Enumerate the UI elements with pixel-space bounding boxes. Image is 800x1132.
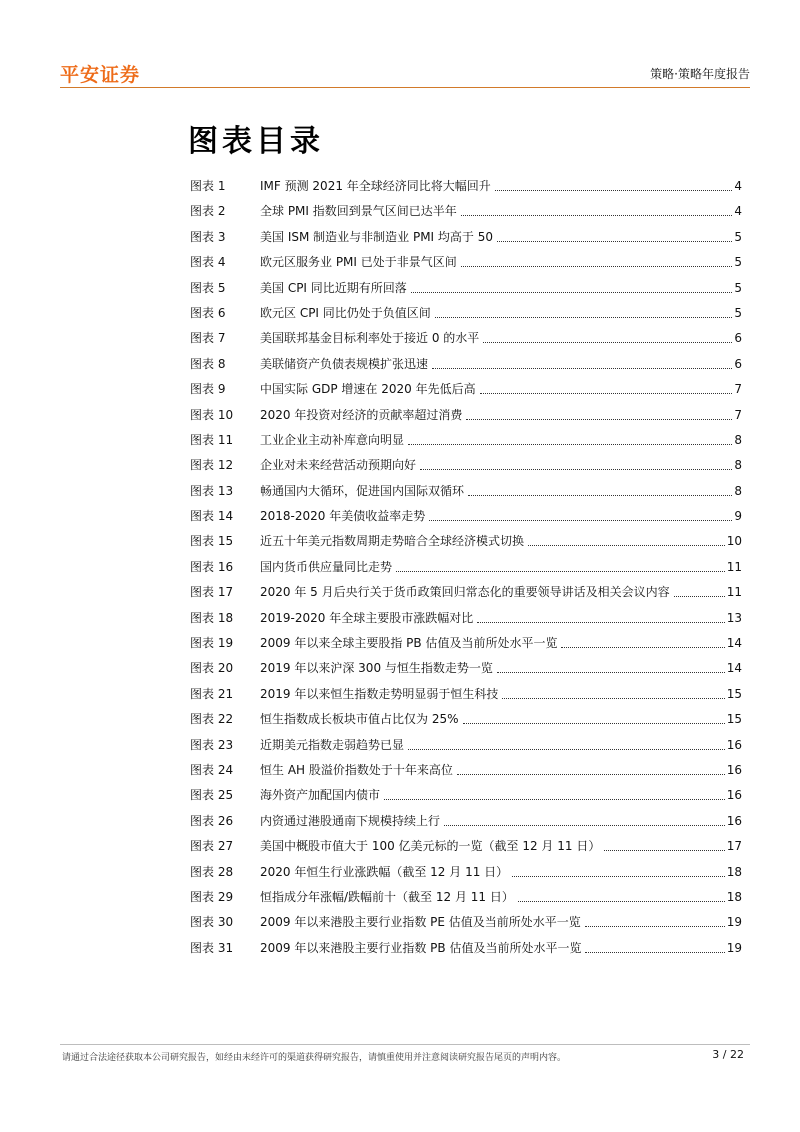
toc-entry-title: 欧元区服务业 PMI 已处于非景气区间 (260, 255, 457, 270)
toc-entry-page: 16 (726, 762, 742, 777)
company-logo: 平安证券 (60, 64, 141, 86)
toc-leader-dots (384, 785, 725, 800)
toc-entry-title: 恒生指数成长板块市值占比仅为 25% (260, 712, 459, 727)
toc-entry-page: 5 (734, 280, 742, 295)
toc-leader-dots (585, 938, 724, 953)
toc-leader-dots (477, 608, 724, 623)
toc-entry[interactable] (190, 506, 742, 531)
toc-entry[interactable] (190, 684, 742, 709)
toc-entry-label: 图表 30 (190, 915, 234, 930)
toc-entry-title: 近期美元指数走弱趋势已显 (260, 737, 405, 752)
toc-entry-title: 2020 年恒生行业涨跌幅（截至 12 月 11 日） (260, 864, 509, 879)
toc-entry-page: 8 (734, 483, 742, 498)
toc-entry-label: 图表 4 (190, 255, 226, 270)
toc-entry-page: 16 (726, 737, 742, 752)
toc-entry-label: 图表 24 (190, 762, 234, 777)
toc-entry[interactable] (190, 227, 742, 252)
toc-entry[interactable] (190, 862, 742, 887)
toc-entry-page: 16 (726, 813, 742, 828)
toc-entry[interactable] (190, 481, 742, 506)
toc-entry-label: 图表 26 (190, 813, 234, 828)
figure-table-of-contents (190, 176, 742, 963)
toc-entry-title: 2009 年以来全球主要股指 PB 估值及当前所处水平一览 (260, 636, 558, 651)
toc-entry-page: 5 (734, 305, 742, 320)
toc-entry-title: 海外资产加配国内债市 (260, 788, 381, 803)
toc-entry[interactable] (190, 709, 742, 734)
toc-entry-title: 中国实际 GDP 增速在 2020 年先低后高 (260, 382, 476, 397)
toc-leader-dots (435, 303, 733, 318)
toc-entry-label: 图表 13 (190, 483, 234, 498)
toc-entry-title: 全球 PMI 指数回到景气区间已达半年 (260, 204, 457, 219)
toc-entry-label: 图表 21 (190, 686, 234, 701)
toc-entry-title: 欧元区 CPI 同比仍处于负值区间 (260, 305, 431, 320)
toc-entry-title: 2018-2020 年美债收益率走势 (260, 509, 426, 524)
toc-entry[interactable] (190, 811, 742, 836)
toc-entry-label: 图表 20 (190, 661, 234, 676)
toc-entry-label: 图表 12 (190, 458, 234, 473)
toc-entry-title: 国内货币供应量同比走势 (260, 559, 393, 574)
toc-entry[interactable] (190, 658, 742, 683)
toc-leader-dots (411, 278, 733, 293)
page-title: 图表目录 (188, 124, 324, 159)
toc-leader-dots (429, 506, 732, 521)
toc-entry[interactable] (190, 430, 742, 455)
toc-entry-page: 6 (734, 331, 742, 346)
toc-entry-page: 8 (734, 432, 742, 447)
toc-leader-dots (466, 405, 732, 420)
toc-entry-page: 5 (734, 255, 742, 270)
toc-entry-page: 16 (726, 788, 742, 803)
header-divider (60, 87, 750, 88)
toc-leader-dots (497, 227, 732, 242)
toc-entry-page: 5 (734, 229, 742, 244)
toc-entry-label: 图表 2 (190, 204, 226, 219)
toc-entry[interactable] (190, 557, 742, 582)
toc-leader-dots (461, 201, 733, 216)
toc-leader-dots (432, 354, 732, 369)
toc-entry-label: 图表 10 (190, 407, 234, 422)
toc-entry[interactable] (190, 938, 742, 963)
toc-leader-dots (396, 557, 725, 572)
toc-entry-page: 7 (734, 407, 742, 422)
toc-entry-title: 2019-2020 年全球主要股市涨跌幅对比 (260, 610, 474, 625)
toc-entry[interactable] (190, 836, 742, 861)
toc-entry-title: 企业对未来经营活动预期向好 (260, 458, 417, 473)
toc-leader-dots (420, 455, 732, 470)
toc-entry-page: 6 (734, 356, 742, 371)
toc-leader-dots (604, 836, 724, 851)
toc-leader-dots (528, 531, 725, 546)
toc-entry-page: 14 (726, 636, 742, 651)
toc-entry-label: 图表 6 (190, 305, 226, 320)
toc-leader-dots (463, 709, 725, 724)
toc-entry-title: 2020 年投资对经济的贡献率超过消费 (260, 407, 463, 422)
toc-entry-title: 2020 年 5 月后央行关于货币政策回归常态化的重要领导讲话及相关会议内容 (260, 585, 670, 600)
footer-divider (60, 1044, 750, 1045)
toc-entry-label: 图表 5 (190, 280, 226, 295)
toc-entry-label: 图表 14 (190, 509, 234, 524)
toc-entry[interactable] (190, 912, 742, 937)
toc-entry-label: 图表 1 (190, 179, 226, 193)
toc-entry-title: 工业企业主动补库意向明显 (260, 432, 405, 447)
toc-entry[interactable] (190, 176, 742, 201)
toc-entry-title: 畅通国内大循环，促进国内国际双循环 (260, 483, 465, 498)
toc-leader-dots (561, 633, 724, 648)
toc-leader-dots (674, 582, 725, 597)
toc-entry-title: IMF 预测 2021 年全球经济同比将大幅回升 (260, 179, 491, 193)
toc-entry-label: 图表 19 (190, 636, 234, 651)
toc-entry[interactable] (190, 531, 742, 556)
toc-entry[interactable] (190, 252, 742, 277)
toc-entry[interactable] (190, 303, 742, 328)
toc-entry-title: 2009 年以来港股主要行业指数 PE 估值及当前所处水平一览 (260, 915, 581, 930)
toc-entry[interactable] (190, 633, 742, 658)
toc-entry-label: 图表 9 (190, 382, 226, 397)
toc-entry-page: 19 (726, 940, 742, 955)
toc-entry-label: 图表 23 (190, 737, 234, 752)
toc-leader-dots (408, 430, 732, 445)
toc-entry-label: 图表 31 (190, 940, 234, 955)
toc-entry-label: 图表 22 (190, 712, 234, 727)
toc-entry-page: 11 (726, 559, 742, 574)
toc-leader-dots (495, 176, 733, 191)
toc-entry-page: 18 (726, 889, 742, 904)
toc-entry-page: 8 (734, 458, 742, 473)
toc-entry-page: 15 (726, 686, 742, 701)
toc-leader-dots (512, 862, 725, 877)
toc-leader-dots (457, 760, 725, 775)
toc-leader-dots (480, 379, 733, 394)
toc-entry-title: 2019 年以来沪深 300 与恒生指数走势一览 (260, 661, 493, 676)
toc-entry[interactable] (190, 760, 742, 785)
toc-entry[interactable] (190, 201, 742, 226)
toc-entry-page: 17 (726, 839, 742, 854)
toc-entry[interactable] (190, 785, 742, 810)
toc-entry[interactable] (190, 379, 742, 404)
toc-entry-title: 2019 年以来恒生指数走势明显弱于恒生科技 (260, 686, 499, 701)
toc-entry[interactable] (190, 278, 742, 303)
toc-entry-title: 近五十年美元指数周期走势暗合全球经济模式切换 (260, 534, 525, 549)
toc-entry-page: 10 (726, 534, 742, 549)
toc-entry-label: 图表 3 (190, 229, 226, 244)
toc-entry-label: 图表 16 (190, 559, 234, 574)
toc-entry-title: 美国联邦基金目标利率处于接近 0 的水平 (260, 331, 480, 346)
toc-leader-dots (468, 481, 732, 496)
report-type-label: 策略·策略年度报告 (650, 67, 750, 81)
toc-entry[interactable] (190, 582, 742, 607)
toc-entry-page: 13 (726, 610, 742, 625)
toc-entry-page: 9 (734, 509, 742, 524)
toc-entry-title: 美国中概股市值大于 100 亿美元标的一览（截至 12 月 11 日） (260, 839, 601, 854)
toc-leader-dots (483, 328, 732, 343)
toc-entry[interactable] (190, 455, 742, 480)
toc-entry[interactable] (190, 608, 742, 633)
toc-entry-label: 图表 15 (190, 534, 234, 549)
toc-entry-page: 4 (734, 179, 742, 193)
toc-entry-label: 图表 7 (190, 331, 226, 346)
toc-entry-page: 14 (726, 661, 742, 676)
page-number: 3 / 22 (712, 1048, 744, 1061)
toc-entry-label: 图表 29 (190, 889, 234, 904)
toc-entry[interactable] (190, 887, 742, 912)
toc-entry-page: 19 (726, 915, 742, 930)
toc-leader-dots (408, 735, 725, 750)
toc-entry[interactable] (190, 328, 742, 353)
toc-entry-label: 图表 28 (190, 864, 234, 879)
toc-entry-title: 美联储资产负债表规模扩张迅速 (260, 356, 429, 371)
toc-entry[interactable] (190, 735, 742, 760)
toc-leader-dots (497, 658, 725, 673)
toc-entry-page: 15 (726, 712, 742, 727)
toc-leader-dots (585, 912, 725, 927)
toc-entry-label: 图表 11 (190, 432, 234, 447)
toc-entry-page: 11 (726, 585, 742, 600)
toc-entry-page: 18 (726, 864, 742, 879)
toc-entry[interactable] (190, 405, 742, 430)
toc-entry-title: 恒指成分年涨幅/跌幅前十（截至 12 月 11 日） (260, 889, 514, 904)
toc-entry-page: 4 (734, 204, 742, 219)
toc-entry-title: 美国 ISM 制造业与非制造业 PMI 均高于 50 (260, 229, 493, 244)
toc-leader-dots (502, 684, 724, 699)
toc-leader-dots (518, 887, 725, 902)
toc-entry-label: 图表 8 (190, 356, 226, 371)
toc-leader-dots (461, 252, 733, 267)
toc-entry[interactable] (190, 354, 742, 379)
footer-disclaimer: 请通过合法途径获取本公司研究报告，如经由未经许可的渠道获得研究报告，请慎重使用并注意阅读研究报告尾页的声明内容。 (62, 1053, 567, 1063)
toc-entry-title: 美国 CPI 同比近期有所回落 (260, 280, 407, 295)
toc-entry-label: 图表 18 (190, 610, 234, 625)
toc-entry-page: 7 (734, 382, 742, 397)
toc-entry-label: 图表 17 (190, 585, 234, 600)
toc-entry-title: 内资通过港股通南下规模持续上行 (260, 813, 441, 828)
toc-entry-label: 图表 25 (190, 788, 234, 803)
page-header (60, 58, 750, 88)
toc-entry-title: 恒生 AH 股溢价指数处于十年来高位 (260, 762, 453, 777)
toc-entry-title: 2009 年以来港股主要行业指数 PB 估值及当前所处水平一览 (260, 940, 582, 955)
toc-leader-dots (444, 811, 725, 826)
toc-entry-label: 图表 27 (190, 839, 234, 854)
